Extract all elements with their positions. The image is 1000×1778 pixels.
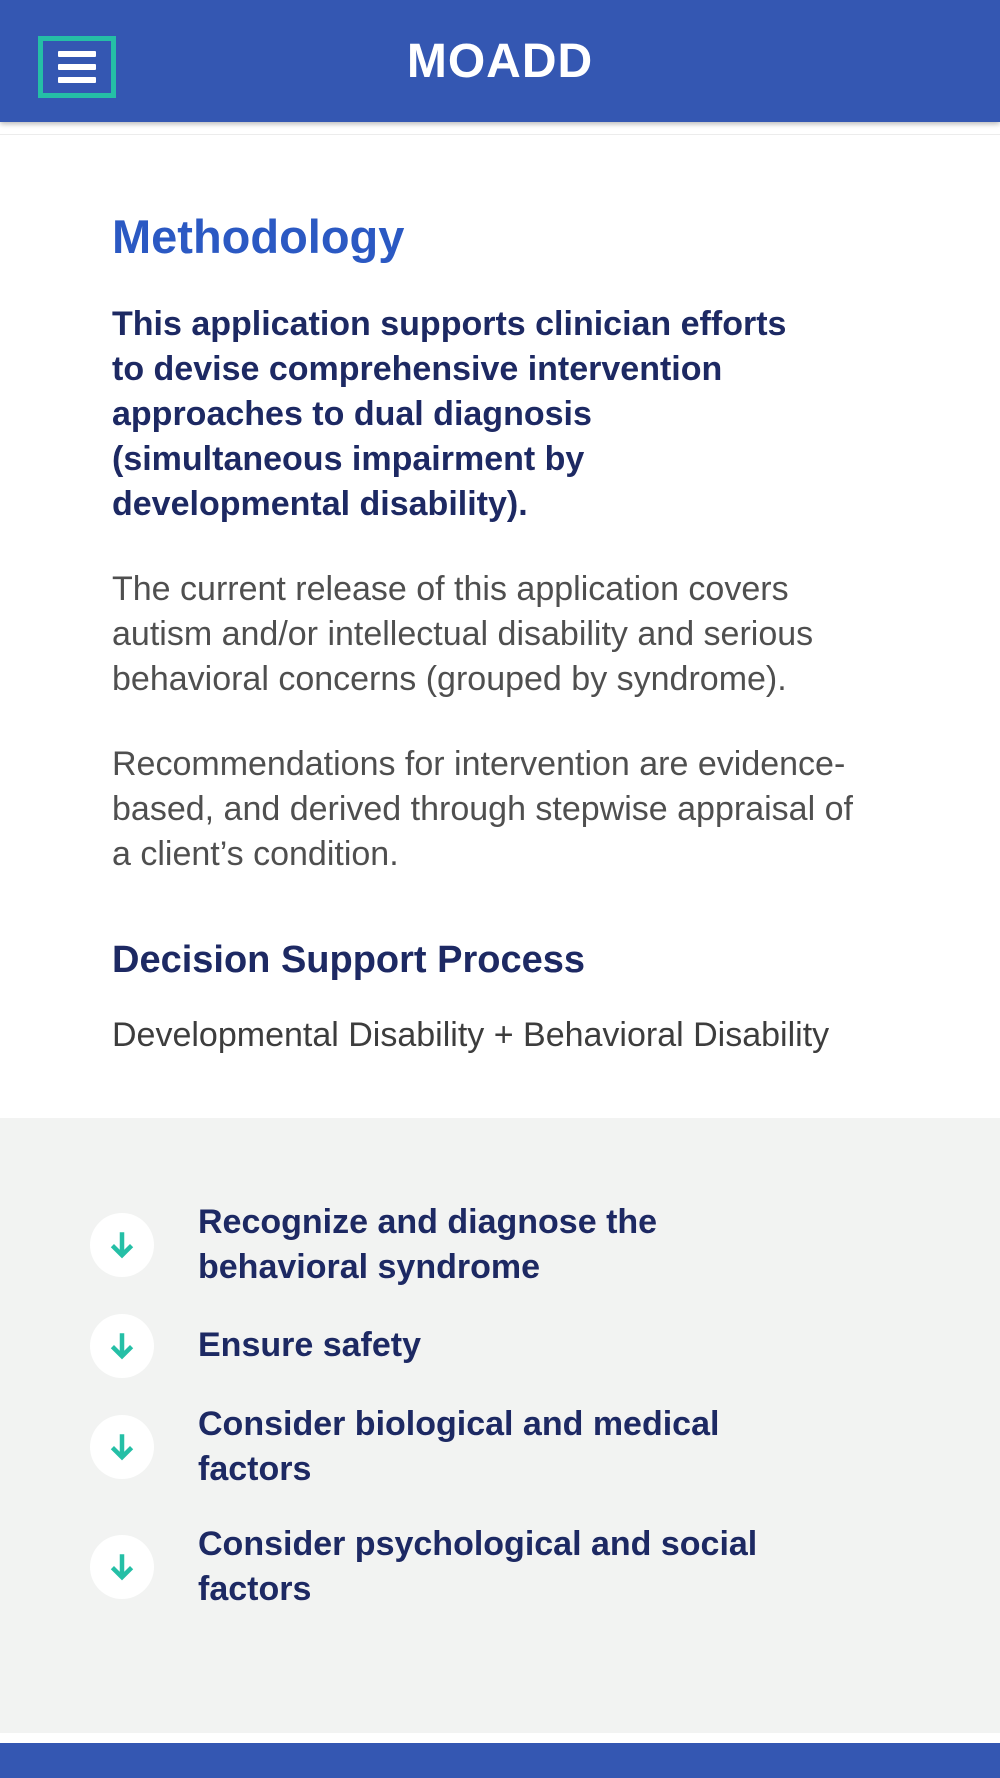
process-step (90, 1396, 940, 1498)
step-icon-circle (90, 1415, 154, 1479)
page-content (0, 135, 1000, 1118)
app-title: MOADD (406, 34, 594, 88)
down-arrow-icon (104, 1227, 140, 1263)
step-icon-circle (90, 1535, 154, 1599)
footer-gap (0, 1733, 1000, 1743)
page-title: Methodology (112, 210, 405, 263)
app-header (0, 0, 1000, 122)
step-icon-circle (90, 1213, 154, 1277)
step-label: Recognize and diagnose the behavioral syndrome (198, 1202, 658, 1286)
process-step (90, 1314, 940, 1378)
process-step (90, 1516, 940, 1618)
down-arrow-icon (104, 1429, 140, 1465)
step-icon-circle (90, 1314, 154, 1378)
body-paragraph: Recommendations for intervention are evidence-based, and derived through stepwise appraisal of a client’s condition. (112, 745, 853, 874)
step-label: Consider biological and medical factors (198, 1404, 720, 1488)
down-arrow-icon (104, 1328, 140, 1364)
section-subtitle: Developmental Disability + Behavioral Disability (112, 1015, 830, 1054)
step-label: Consider psychological and social factors (198, 1524, 758, 1608)
process-section (0, 1118, 1000, 1733)
header-divider (0, 122, 1000, 135)
section-title: Decision Support Process (112, 939, 586, 982)
body-paragraph: The current release of this application covers autism and/or intellectual disability and serious behavioral concerns (grouped by syndrome). (112, 570, 814, 699)
step-label: Ensure safety (198, 1326, 421, 1365)
process-step (90, 1194, 940, 1296)
down-arrow-icon (104, 1549, 140, 1585)
intro-paragraph: This application supports clinician efforts to devise comprehensive intervention approaches to dual diagnosis (simultaneous impairment by developmental disability). (112, 305, 787, 524)
footer-bar (0, 1743, 1000, 1778)
menu-button[interactable] (38, 36, 116, 98)
